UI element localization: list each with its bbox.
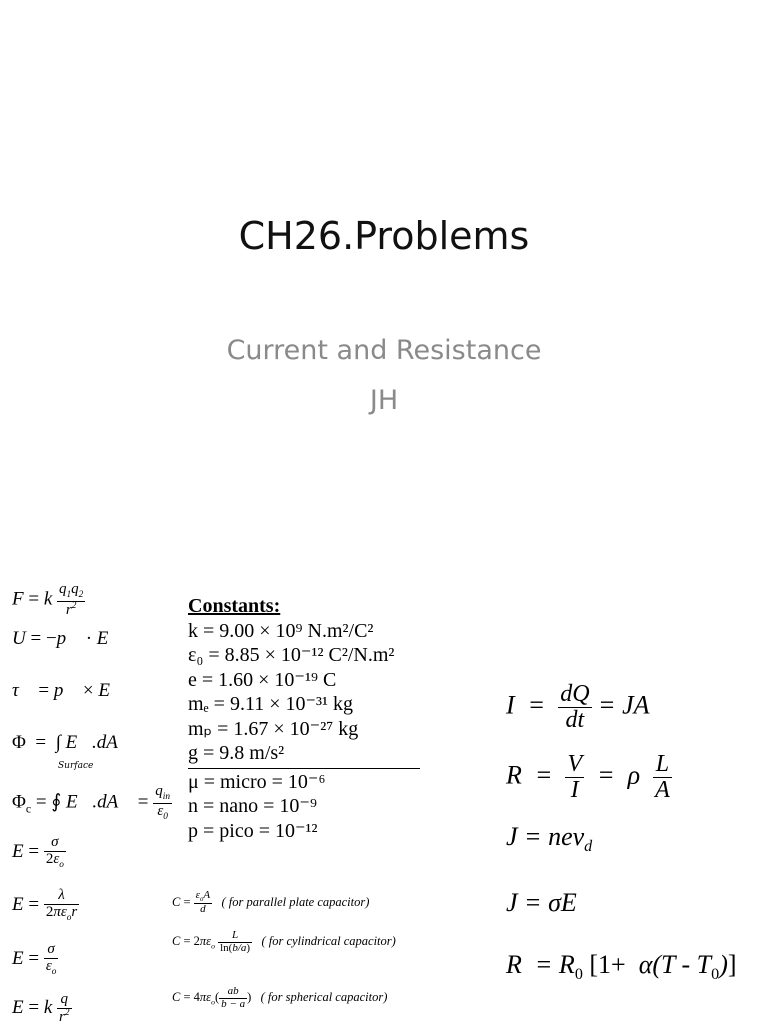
constant-line: ε₀ = 8.85 × 10⁻¹² C²/N.m² — [188, 644, 395, 666]
spherical-note: ( for spherical capacitor) — [260, 989, 388, 1004]
surface-label: Surface — [58, 761, 94, 771]
dipole-energy-formula: U = −p⃗ · E⃗ — [12, 628, 124, 649]
plane-field-formula: E = $\frac{\sigma}{2\varepsilon_o}$ — [12, 834, 64, 870]
current-density-drift-formula: J = nev$_d$ — [506, 822, 593, 856]
prefix-line: p = pico = 10⁻¹² — [188, 819, 318, 842]
resistance-temperature-formula: $R = R_0$ $[1+ \alpha(T - T_0)]$ — [506, 950, 737, 984]
cylindrical-note: ( for cylindrical capacitor) — [261, 933, 396, 948]
spherical-capacitor-formula: $C = 4\pi\varepsilon_o$( $\frac{ab}{b - a}$ ) ( for spherical capacitor) — [172, 985, 388, 1010]
constant-line: e = 1.60 × 10⁻¹⁹ C — [188, 668, 337, 691]
slide-subtitle: Current and Resistance — [226, 335, 542, 366]
constants-block — [188, 594, 420, 843]
gauss-law-formula: $\Phi_c$ = ∮ E⃗.dA⃗ = $\frac{q_{in}}{\varepsilon_0}$ — [12, 783, 170, 822]
constants-divider — [188, 768, 420, 769]
cylindrical-capacitor-formula: $C = 2\pi\varepsilon_o$ $\frac{L}{\ln(b/a)}$ ( for cylindrical capacitor) — [172, 929, 396, 954]
torque-formula: τ⃗ = p⃗ × E⃗ — [12, 680, 125, 701]
constant-line: mₚ = 1.67 × 10⁻²⁷ kg — [188, 717, 359, 740]
constant-line: k = 9.00 × 10⁹ N.m²/C² — [188, 619, 374, 642]
parallel-plate-note: ( for parallel plate capacitor) — [221, 894, 370, 909]
slide-author: JH — [369, 385, 399, 416]
flux-formula: Φ = ∫ E⃗.dA⃗ — [12, 732, 133, 753]
constant-line: g = 9.8 m/s² — [188, 742, 285, 764]
prefix-line: n = nano = 10⁻⁹ — [188, 795, 317, 817]
resistance-formula: R = $\frac{V}{I}$ = ρ $\frac{L}{A}$ — [506, 751, 670, 804]
constant-line: mₑ = 9.11 × 10⁻³¹ kg — [188, 693, 354, 715]
coulomb-law-formula: F = k $\frac{q_1q_2}{r^2}$ — [12, 581, 84, 618]
slide-title: CH26.Problems — [238, 214, 530, 258]
ohms-law-density-formula: J = σE — [506, 888, 577, 917]
constants-header: Constants: — [188, 595, 281, 617]
prefix-line: μ = micro = 10⁻⁶ — [188, 770, 326, 793]
parallel-plate-capacitor-formula: C = $\frac{\varepsilon_oA}{d}$ ( for parallel plate capacitor) — [172, 889, 370, 916]
current-formula: I = $\frac{dQ}{dt}$ = JA — [506, 681, 650, 734]
line-charge-field-formula: E = $\frac{\lambda}{2\pi\varepsilon_or}$ — [12, 887, 78, 923]
point-charge-field-formula: E = k $\frac{q}{r^2}$ — [12, 991, 70, 1025]
conductor-field-formula: E = $\frac{\sigma}{\varepsilon_o}$ — [12, 941, 57, 977]
